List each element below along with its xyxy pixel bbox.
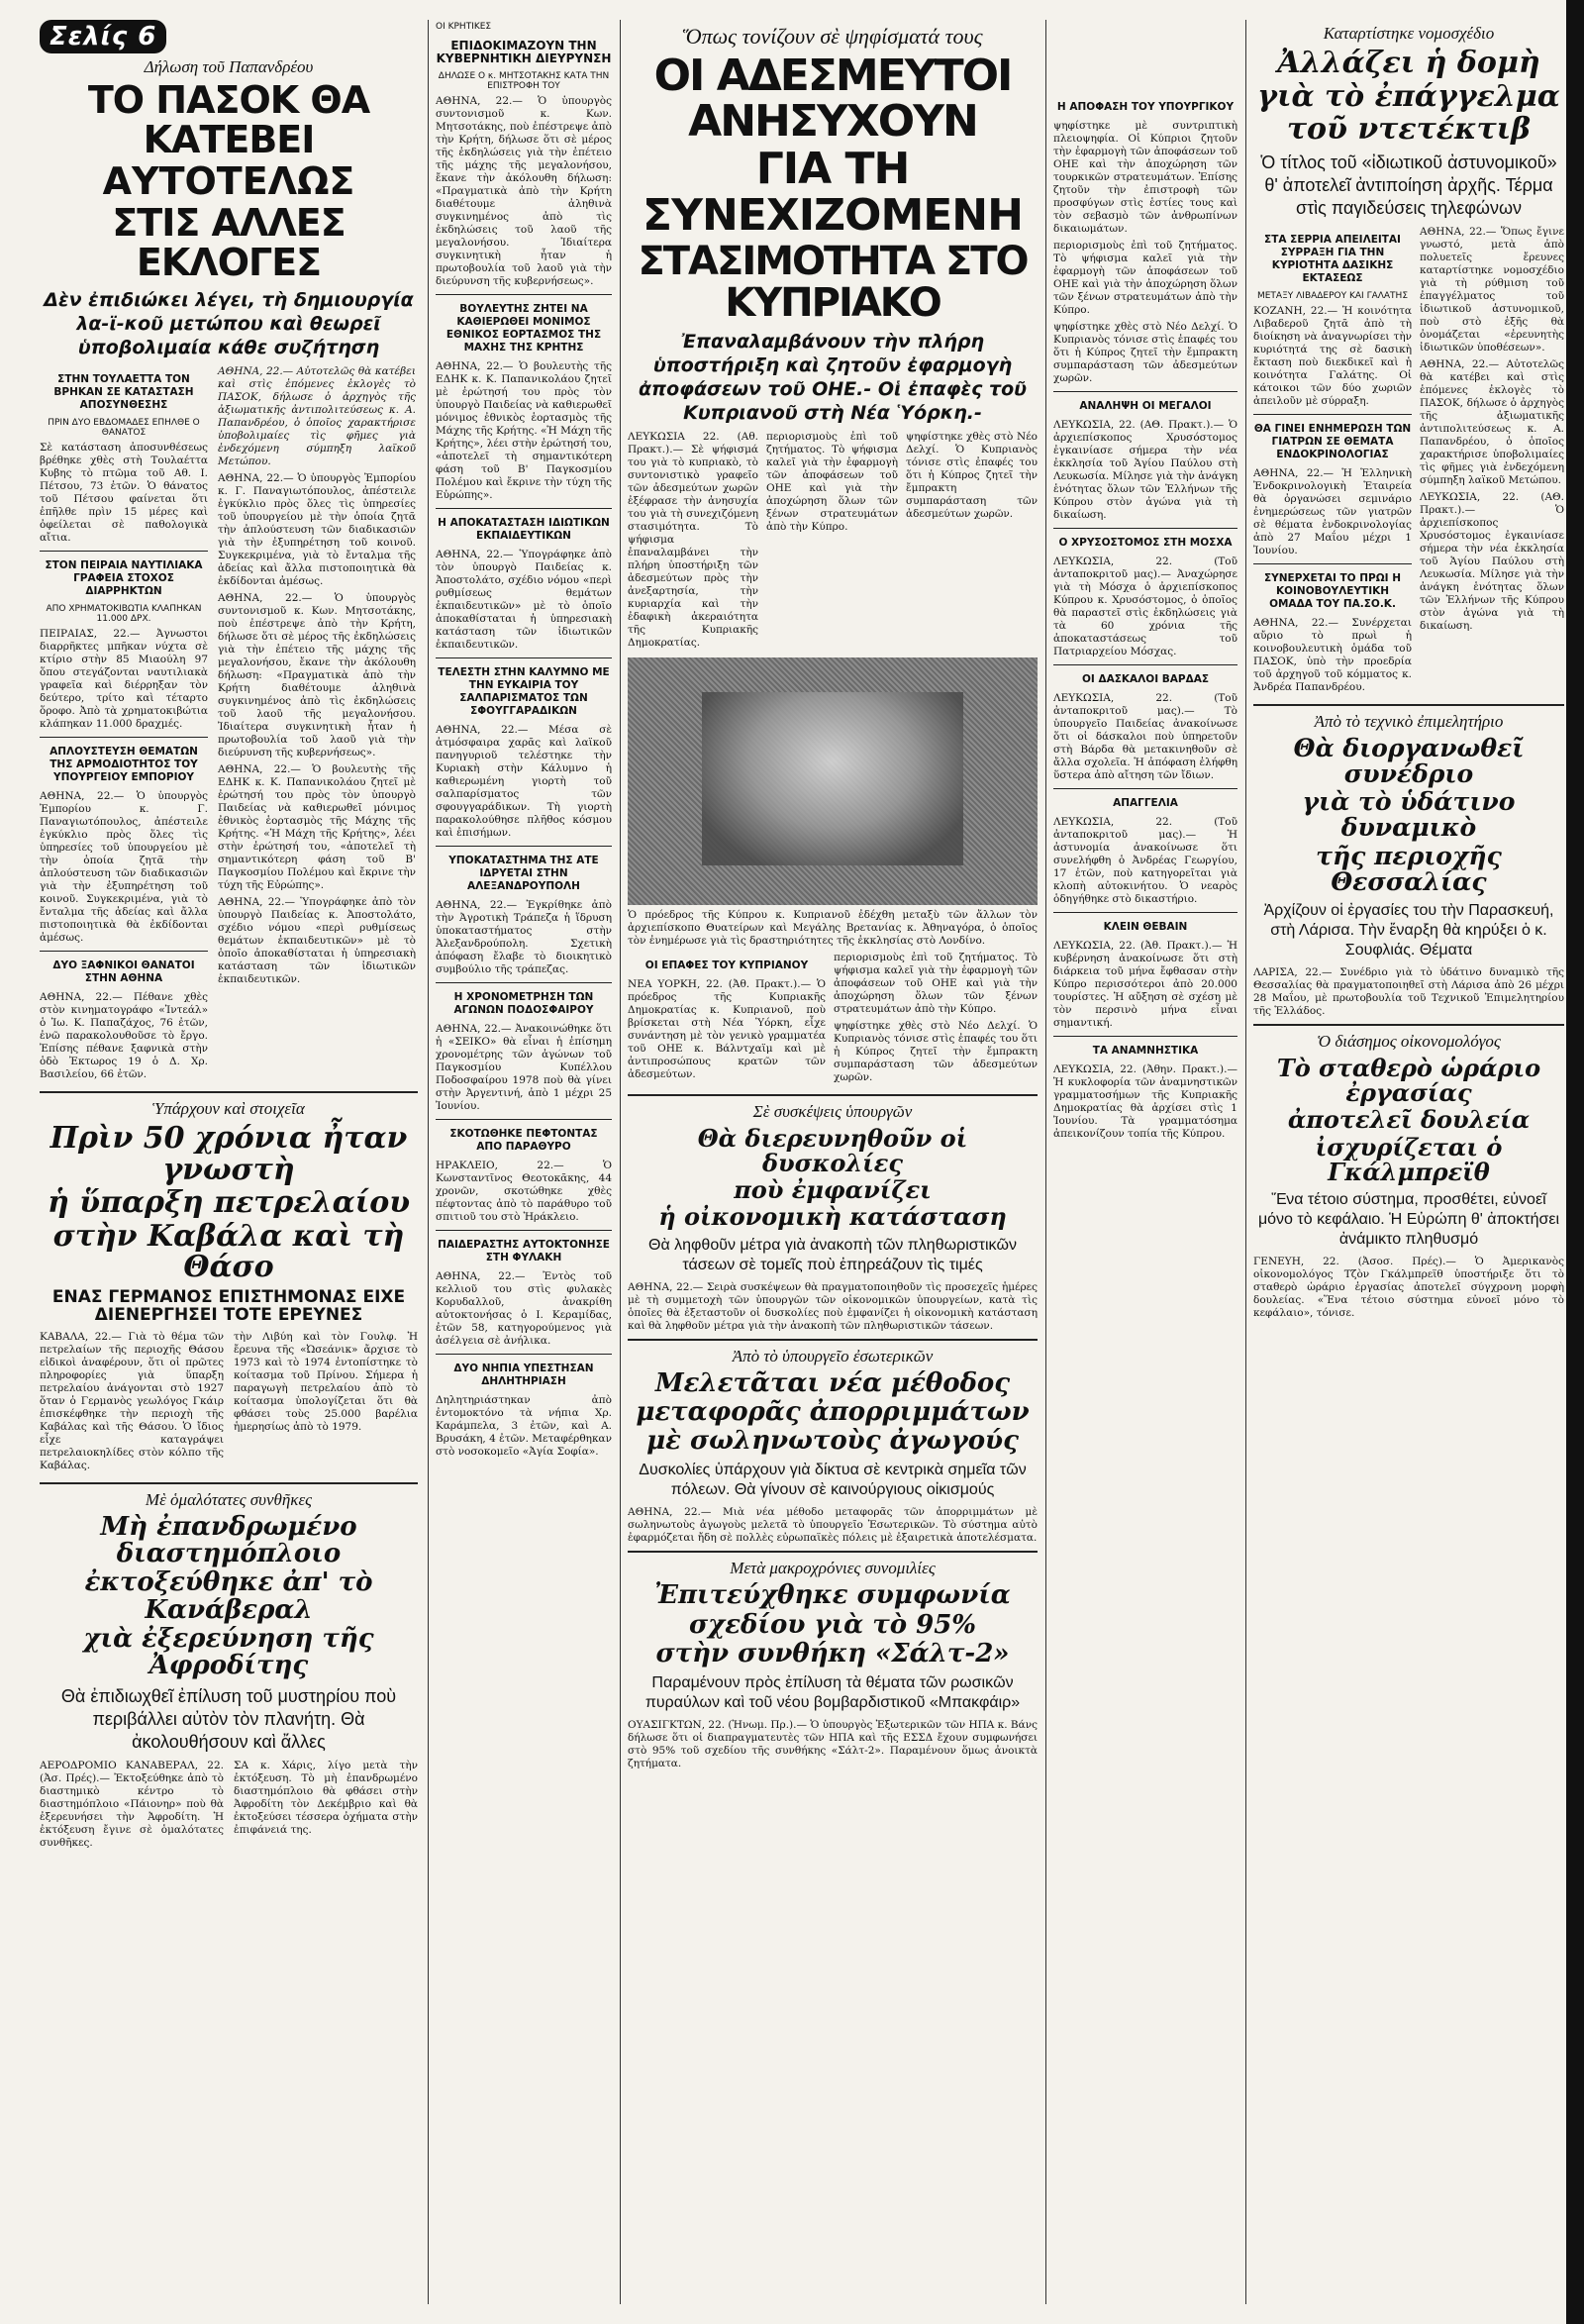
brief-text: ΑΘΗΝΑ, 22.— Συνέρχεται αὔριο τὸ πρωὶ ἡ κοινοβουλευτικὴ ὁμάδα τοῦ ΠΑΣΟΚ, ὑπὸ τὴν προεδρία τοῦ ἀρχηγοῦ τοῦ κόμματος κ. Ἀνδρέα Παπανδρέου. [1253, 616, 1412, 693]
column-3 [628, 20, 1038, 1774]
headline: ΤΟ ΠΑΣΟΚ ΘΑ ΚΑΤΕΒΕΙ [87, 78, 370, 161]
column-rule [620, 20, 621, 2304]
brief-text: ΑΘΗΝΑ, 22.— Ὁ ὑπουργὸς Ἐμπορίου κ. Γ. Παναγιωτόπουλος, ἀπέστειλε ἐγκύκλιο πρὸς ὅλες τὶς ὑπηρεσίες τοῦ ὑπουργείου μὲ τὴν ὁποία ζητᾶ τὴν ἀπλούστευση τῶν διαδικασιῶν γιὰ τὴν ἐξυπηρέτηση τοῦ κοινοῦ. Συγκεκριμένα, γιὰ τὸ ἔνταλμα τῆς ἀδείας καὶ ἄλλα πιστοποιητικὰ θὰ ἐκδίδονται ἀμέσως. [40, 790, 208, 945]
article-text: ψηφίστηκε χθὲς στὸ Νέο Δελχί. Ὁ Κυπριανὸς τόνισε στὶς ἐπαφές του ὅτι ἡ Κύπρος ζητεῖ τὴν ἔμπρακτη συμπαράσταση τῶν ἀδεσμεύτων χωρῶν. [906, 430, 1038, 520]
lead-article [218, 365, 416, 1085]
brief-text: ΚΟΖΑΝΗ, 22.— Ἡ κοινότητα Λιβαδεροῦ ζητᾶ ἀπὸ τὴ διοίκηση νὰ ἀναγνωρίσει τὴν κυριότητά της σὲ δασικὴ ἔκταση ποὺ διεκδικεῖ καὶ ἡ κοινότητα Γαλάτης. Οἱ κάτοικοι τῶν δύο χωριῶν ἀπειλοῦν μὲ σύρραξη. [1253, 304, 1412, 407]
column-2 [436, 20, 612, 1463]
article-text: ΝΕΑ ΥΟΡΚΗ, 22. (Ἀθ. Πρακτ.).— Ὁ πρόεδρος τῆς Κυπριακῆς Δημοκρατίας κ. Κυπριανοῦ, ποὺ βρίσκεται στὴ Νέα Ὑόρκη, εἶχε συνάντηση μὲ τὸν γενικὸ γραμματέα τοῦ ΟΗΕ κ. Βάλντχαϊμ καὶ μὲ ἀντιπροσώπους κρατῶν τῶν ἀδεσμεύτων. [628, 977, 826, 1080]
page-badge: Σελίς 6 [40, 20, 166, 53]
brief-text: ΛΕΥΚΩΣΙΑ, 22. (Ἀθ. Πρακτ.).— Ἡ κυβέρνηση ἀνακοίνωσε ὅτι στὴ διάρκεια τοῦ μήνα ἔφθασαν στὴν Κύπρο περισσότεροι ἀπὸ 20.000 τουρίστες. Ἡ αὔξηση σὲ σχέση μὲ τὸν περσινὸ μήνα εἶναι σημαντική. [1053, 940, 1238, 1029]
brief-text: ΛΕΥΚΩΣΙΑ, 22. (Ἀθην. Πρακτ.).— Ἡ κυκλοφορία τῶν ἀναμνηστικῶν γραμματοσήμων τῆς Κυπριακῆς Δημοκρατίας θὰ ἀρχίσει στὶς 1 Ἰουνίου. Τὰ γραμματόσημα ἀπεικονίζουν τοπία τῆς Κύπρου. [1053, 1063, 1238, 1140]
page-edge-shadow [1566, 0, 1584, 2324]
brief-headline: ΣΥΝΕΡΧΕΤΑΙ ΤΟ ΠΡΩΙ Η ΚΟΙΝΟΒΟΥΛΕΥΤΙΚΗ ΟΜΑΔΑ ΤΟΥ ΠΑ.ΣΟ.Κ. [1263, 571, 1402, 610]
brief-text: ΑΘΗΝΑ, 22.— Ἐγκρίθηκε ἀπὸ τὴν Ἀγροτικὴ Τράπεζα ἡ ἵδρυση ὑποκαταστήματος στὴν Ἀλεξανδρούπολη. Σχετικὴ ἀπόφαση ἔλαβε τὸ διοικητικὸ συμβούλιο τῆς τράπεζας. [436, 899, 612, 975]
kicker: Ἀπὸ τὸ τεχνικὸ ἐπιμελητήριο [1314, 711, 1504, 731]
brief-headline: ΑΠΑΓΓΕΛΙΑ [1113, 797, 1178, 809]
sidebar-briefs [40, 365, 208, 1085]
brief-text: ΛΕΥΚΩΣΙΑ, 22. (Τοῦ ἀνταποκριτοῦ μας).— Ἡ ἀστυνομία ἀνακοίνωσε ὅτι συνελήφθη ὁ Ἀνδρέας Γεωργίου, 17 ἐτῶν, ποὺ κατηγορεῖται γιὰ κλοπὴ αὐτοκινήτου. Ὁ νεαρὸς ὁδηγήθηκε στὸ δικαστήριο. [1053, 816, 1238, 905]
column-rule [1045, 20, 1046, 2304]
headline: ἰσχυρίζεται ὁ Γκάλμπρεϊθ [1315, 1132, 1503, 1186]
brief-subhead: ΜΕΤΑΞΥ ΛΙΒΑΔΕΡΟΥ ΚΑΙ ΓΑΛΑΤΗΣ [1256, 290, 1408, 301]
headline: μὲ σωληνωτοὺς ἀγωγούς [646, 1426, 1019, 1457]
headline: Θὰ διερευνηθοῦν οἱ δυσκολίες [697, 1123, 968, 1177]
article-text: ΑΘΗΝΑ, 22.— Σειρὰ συσκέψεων θὰ πραγματοποιηθοῦν τὶς προσεχεῖς ἡμέρες μὲ τὴ συμμετοχὴ τῶν ὑπουργῶν τῶν οἰκονομικῶν ὑπουργείων, κατὰ τὶς ὁποῖες θὰ ἐξεταστοῦν οἱ δυσκολίες ποὺ ἐμφανίζει ἡ οἰκονομικὴ κατάσταση καὶ θὰ ληφθοῦν μέτρα γιὰ τὴν ἀνακοπὴ τῶν πληθωριστικῶν τάσεων. [628, 1280, 1038, 1332]
brief-headline: Η ΑΠΟΦΑΣΗ ΤΟΥ ΥΠΟΥΡΓΙΚΟΥ [1056, 101, 1235, 113]
brief-text: Δηλητηριάστηκαν ἀπὸ ἐντομοκτόνο τὰ νήπια Χρ. Καράμπελα, 3 ἐτῶν, καὶ Α. Βρυσάκη, 4 ἐτῶν. Μεταφέρθηκαν στὸ νοσοκομεῖο «Ἀγία Σοφία». [436, 1394, 612, 1458]
article-text: ΛΑΡΙΣΑ, 22.— Συνέδριο γιὰ τὸ ὑδάτινο δυναμικὸ τῆς Θεσσαλίας θὰ πραγματοποιηθεῖ στὴ Λάρισα ἀπὸ 26 μέχρι 28 Μαΐου, μὲ πρωτοβουλία τοῦ Τεχνικοῦ Ἐπιμελητηρίου τῆς Ἑλλάδος. [1253, 966, 1564, 1017]
lead-text: ΑΘΗΝΑ, 22.— Αὐτοτελῶς θὰ κατέβει καὶ στὶς ἑπόμενες ἐκλογὲς τὸ ΠΑΣΟΚ, δήλωσε ὁ ἀρχηγὸς τῆς ἀξιωματικῆς ἀντιπολιτεύσεως κ. Α. Παπανδρέου, ὁ ὁποῖος χαρακτήρισε ὑποβολιμαίες τὶς φῆμες γιὰ ἐνδεχόμενη σύμπηξη λαϊκοῦ Μετώπου. [218, 365, 416, 468]
kicker: Ἀπὸ τὸ ὑπουργεῖο ἐσωτερικῶν [732, 1346, 934, 1365]
brief-text: ΛΕΥΚΩΣΙΑ, 22. (Τοῦ ἀνταποκριτοῦ μας).— Τὸ ὑπουργεῖο Παιδείας ἀνακοίνωσε ὅτι οἱ δάσκαλοι ποὺ ὑπηρετοῦν στὴ Βάρδα θὰ μετακινηθοῦν σὲ ἄλλα σχολεῖα. Ἡ ἀπόφαση ἐλήφθη ὕστερα ἀπὸ αἴτηση τῶν ἴδιων. [1053, 692, 1238, 781]
brief-subhead: ΑΠΟ ΧΡΗΜΑΤΟΚΙΒΩΤΙΑ ΚΛΑΠΗΚΑΝ 11.000 ΔΡΧ. [46, 604, 202, 625]
brief-headline: ΔΥΟ ΞΑΦΝΙΚΟΙ ΘΑΝΑΤΟΙ ΣΤΗΝ ΑΘΗΝΑ [52, 960, 195, 985]
headline: Θὰ διοργανωθεῖ συνέδριο [1293, 733, 1525, 788]
deck: Ἀρχίζουν οἱ ἐργασίες του τὴν Παρασκευή, στὴ Λάρισα. Τὴν ἔναρξη θὰ κηρύξει ὁ κ. Σουφλιάς. Θέματα [1263, 902, 1554, 959]
brief-text: ΑΘΗΝΑ, 22.— Πέθανε χθὲς στὸν κινηματογράφο «Ἰντεάλ» ὁ Ἰω. Κ. Παπαζάχος, 76 ἐτῶν, ἐνῶ παρακολουθοῦσε τὸ ἔργο. Ἐπίσης πέθανε ξαφνικὰ στὴν ὁδὸ Ἐκτωρος 19 ὁ Δ. Χρ. Βασιλείου, 66 ἐτῶν. [40, 991, 208, 1081]
article-text: περιορισμοὺς ἐπὶ τοῦ ζητήματος. Τὸ ψήφισμα καλεῖ γιὰ τὴν ἐφαρμογὴ τῶν ἀποφάσεων τοῦ ΟΗΕ καὶ γιὰ τὴν ἀποχώρηση ὅλων τῶν ξένων στρατευμάτων ἀπὸ τὴν Κύπρο. [766, 430, 898, 533]
headline: Πρὶν 50 χρόνια ἦταν γνωστὴ [50, 1121, 408, 1187]
brief-text: ΑΘΗΝΑ, 22.— Ὑπογράφηκε ἀπὸ τὸν ὑπουργὸ Παιδείας κ. Ἀποστολάτο, σχέδιο νόμου «περὶ ρυθμίσεως θεμάτων ἐκπαιδευτικῶν» μὲ τὸ ὁποῖο ἀποκαθίσταται ἡ ὑπηρεσιακὴ κατάσταση τῶν ἰδιωτικῶν ἐκπαιδευτικῶν. [436, 549, 612, 651]
deck: Ἐπαναλαμβάνουν τὴν πλήρη ὑποστήριξη καὶ ζητοῦν ἐφαρμογὴ ἀποφάσεων τοῦ ΟΗΕ.- Οἱ ἐπαφὲς τοῦ Κυπριανοῦ στὴ Νέα Ὑόρκη.- [638, 330, 1028, 424]
brief-headline: Ο ΧΡΥΣΟΣΤΟΜΟΣ ΣΤΗ ΜΟΣΧΑ [1058, 537, 1233, 549]
headline: μεταφορᾶς ἀπορριμμάτων [636, 1396, 1030, 1427]
deck: Θὰ ἐπιδιωχθεῖ ἐπίλυση τοῦ μυστηρίου ποὺ περιβάλλει αὐτὸν τὸν πλανήτη. Θὰ ἀκολουθήσουν καὶ ἄλλες [60, 1686, 397, 1753]
brief-subhead: ΔΗΛΩΣΕ Ο κ. ΜΗΤΣΟΤΑΚΗΣ ΚΑΤΑ ΤΗΝ ΕΠΙΣΤΡΟΦΗ ΤΟΥ [438, 71, 610, 91]
headline: ἀποτελεῖ δουλεία [1287, 1105, 1531, 1135]
deck: Ὁ τίτλος τοῦ «ἰδιωτικοῦ ἀστυνομικοῦ» θ' ἀποτελεῖ ἀντιποίηση ἀρχῆς. Τέρμα στὶς παγιδεύσεις τηλεφώνων [1260, 152, 1557, 218]
brief-text: ΑΘΗΝΑ, 22.— Ἀνακοινώθηκε ὅτι ἡ «ΣΕΙΚΟ» θὰ εἶναι ἡ ἐπίσημη χρονομέτρης τῶν ἀγώνων τοῦ Παγκοσμίου Κυπέλλου Ποδοσφαίρου 1978 ποὺ θὰ γίνει στὴν Ἀργεντινή, ἀπὸ 1 μέχρι 25 Ἰουνίου. [436, 1023, 612, 1112]
kicker: Ὅπως τονίζουν σὲ ψηφίσματά τους [682, 24, 983, 49]
headline: ἡ ὕπαρξη πετρελαίου [47, 1185, 411, 1221]
deck: Ἕνα τέτοιο σύστημα, προσθέτει, εὐνοεῖ μόνο τὸ κεφάλαιο. Ἡ Εὐρώπη θ' ἀποκτήσει ἀνάμικτο πληθυσμό [1257, 1190, 1560, 1248]
brief-subhead: ΠΡΙΝ ΔΥΟ ΕΒΔΟΜΑΔΕΣ ΕΠΗΛΘΕ Ο ΘΑΝΑΤΟΣ [48, 418, 200, 439]
brief-headline: ΣΚΟΤΩΘΗΚΕ ΠΕΦΤΟΝΤΑΣ ΑΠΟ ΠΑΡΑΘΥΡΟ [449, 1128, 598, 1153]
kicker: Σὲ συσκέψεις ὑπουργῶν [752, 1101, 913, 1121]
brief-text: ΑΘΗΝΑ, 22.— Ὁ βουλευτὴς τῆς ΕΔΗΚ κ. Κ. Παπανικολάου ζητεῖ μὲ ἐρώτησή του πρὸς τὸν ὑπουργὸ Παιδείας νὰ καθιερωθεῖ μόνιμος ἐθνικὸς ἑορτασμὸς τῆς Μάχης τῆς Κρήτης. «Ἡ Μάχη τῆς Κρήτης», λέει στὴν ἐρώτησή του, «ἀποτελεῖ τὴ σημαντικότερη φάση τοῦ Β' Παγκοσμίου Πολέμου καὶ ἔκρινε τὴν τύχη τῆς Εὐρώπης». [436, 360, 612, 501]
brief-headline: ΤΑ ΑΝΑΜΝΗΣΤΙΚΑ [1092, 1045, 1199, 1057]
brief-text: ψηφίστηκε χθὲς στὸ Νέο Δελχί. Ὁ Κυπριανὸς τόνισε στὶς ἐπαφές του ὅτι ἡ Κύπρος ζητεῖ τὴν ἔμπρακτη συμπαράσταση τῶν ἀδεσμεύτων χωρῶν. [1053, 321, 1238, 384]
article-text: ΓΕΝΕΥΗ, 22. (Ἀσοσ. Πρές).— Ὁ Ἀμερικανὸς οἰκονομολόγος Τζὸν Γκάλμπρεϊθ ὑποστήριξε ὅτι τὸ σταθερὸ ὡράριο ἐργασίας ἀποτελεῖ σύγχρονη μορφὴ δουλείας. «Ἕνα τέτοιο σύστημα εὐνοεῖ μόνο τὸ κεφάλαιο», τόνισε. [1253, 1255, 1564, 1319]
lead-text: ΑΘΗΝΑ, 22.— Ὁ ὑπουργὸς συντονισμοῦ κ. Κων. Μητσοτάκης, ποὺ ἐπέστρεψε ἀπὸ τὴν Κρήτη, δήλωσε ὅτι σὲ μέρος τῆς ἐκδηλώσεις γιὰ τὴν ἐπέτειο τῆς μάχης τῆς μεγαλονήσου, ἔκανε τὴν ἀκόλουθη δήλωση: «Πραγματικὰ ἀπὸ τὴν Κρήτη διαθέτουμε ἀληθινὰ συγκινημένος ἀπὸ τὶς ἐκδηλώσεις τοῦ λαοῦ τῆς μεγαλονήσου. Ἰδιαίτερα συγκινητικὴ ἦταν ἡ πρωτοβουλία τοῦ λαοῦ γιὰ τὴν διεύρυνση τῆς κυβερνήσεως». [218, 592, 416, 759]
subheadline: ΕΝΑΣ ΓΕΡΜΑΝΟΣ ΕΠΙΣΤΗΜΟΝΑΣ ΕΙΧΕ ΔΙΕΝΕΡΓΗΣΕΙ ΤΟΤΕ ΕΡΕΥΝΕΣ [51, 1286, 406, 1325]
deck: Δυσκολίες ὑπάρχουν γιὰ δίκτυα σὲ κεντρικὰ σημεῖα τῶν πόλεων. Θὰ γίνουν σὲ καινούργιους οἰκισμούς [639, 1462, 1027, 1499]
headline: στὴν συνθήκη «Σάλτ-2» [655, 1638, 1010, 1668]
headline: ποὺ ἐμφανίζει [734, 1175, 932, 1205]
brief-headline: ΟΙ ΕΠΑΦΕΣ ΤΟΥ ΚΥΠΡΙΑΝΟΥ [644, 959, 809, 971]
brief-headline: ΑΝΑΛΗΨΗ ΟΙ ΜΕΓΑΛΟΙ [1079, 400, 1212, 412]
kicker: Ὑπάρχουν καὶ στοιχεῖα [152, 1099, 305, 1119]
headline: Μὴ ἐπανδρωμένο διαστημόπλοιο [100, 1511, 357, 1568]
brief-text: ΑΘΗΝΑ, 22.— Ἡ Ἑλληνικὴ Ἐνδοκρινολογικὴ Ἑταιρεία θὰ ὀργανώσει σεμινάριο ἐνημερώσεως τῶν γιατρῶν σὲ θέματα ἐνδοκρινολογίας ἀπὸ 27 Μαΐου μέχρι 1 Ἰουνίου. [1253, 466, 1412, 556]
headline: γιὰ τὸ ὑδάτινο δυναμικὸ [1302, 787, 1516, 843]
column-rule [428, 20, 429, 2304]
brief-text: περιορισμοὺς ἐπὶ τοῦ ζητήματος. Τὸ ψήφισμα καλεῖ γιὰ τὴν ἐφαρμογὴ τῶν ἀποφάσεων τοῦ ΟΗΕ καὶ γιὰ τὴν ἀποχώρηση ὅλων τῶν ξένων στρατευμάτων ἀπὸ τὴν Κύπρο. [1053, 240, 1238, 316]
article-text: περιορισμοὺς ἐπὶ τοῦ ζητήματος. Τὸ ψήφισμα καλεῖ γιὰ τὴν ἐφαρμογὴ τῶν ἀποφάσεων τοῦ ΟΗΕ καὶ γιὰ τὴν ἀποχώρηση ὅλων τῶν ξένων στρατευμάτων ἀπὸ τὴν Κύπρο. [834, 951, 1038, 1015]
brief-headline: ΘΑ ΓΙΝΕΙ ΕΝΗΜΕΡΩΣΗ ΤΩΝ ΓΙΑΤΡΩΝ ΣΕ ΘΕΜΑΤΑ ΕΝΔΟΚΡΙΝΟΛΟΓΙΑΣ [1253, 422, 1412, 460]
kicker: ΟΙ ΚΡΗΤΙΚΕΣ [436, 22, 492, 32]
brief-headline: ΣΤΑ ΣΕΡΡΙΑ ΑΠΕΙΛΕΙΤΑΙ ΣΥΡΡΑΞΗ ΓΙΑ ΤΗΝ ΚΥΡΙΟΤΗΤΑ ΔΑΣΙΚΗΣ ΕΚΤΑΣΕΩΣ [1264, 233, 1401, 284]
article-text: ΑΘΗΝΑ, 22.— Αὐτοτελῶς θὰ κατέβει καὶ στὶς ἑπόμενες ἐκλογὲς τὸ ΠΑΣΟΚ, δήλωσε ὁ ἀρχηγὸς τῆς ἀξιωματικῆς ἀντιπολιτεύσεως κ. Α. Παπανδρέου, ὁ ὁποῖος χαρακτήρισε ὑποβολιμαίες τὶς φῆμες γιὰ ἐνδεχόμενη σύμπηξη λαϊκοῦ Μετώπου. [1420, 357, 1564, 486]
brief-text: ΛΕΥΚΩΣΙΑ, 22. (ΑΘ. Πρακτ.).— Ὁ ἀρχιεπίσκοπος Χρυσόστομος ἐγκαινίασε σήμερα τὴν νέα ἐκκλησία τοῦ Ἁγίου Παύλου στὴ Λευκωσία. Μίλησε γιὰ τὴν ἀνάγκη ἑνότητας ὅλων τῶν Ἑλλήνων τῆς Κύπρου στὸν ἀγώνα γιὰ τὴ δικαίωση. [1053, 419, 1238, 521]
kicker: Μὲ ὁμαλότατες συνθῆκες [145, 1489, 313, 1509]
article-text: ΑΘΗΝΑ, 22.— Ὅπως ἔγινε γνωστό, μετὰ ἀπὸ πολυετεῖς ἔρευνες καταρτίστηκε νομοσχέδιο γιὰ τὴ ρύθμιση τοῦ ἐπαγγέλματος τοῦ ἰδιωτικοῦ ἀστυνομικοῦ, ποὺ στὸ ἑξῆς θὰ ὀνομάζεται «ἐρευνητὴς ἰδιωτικῶν ὑποθέσεων». [1420, 225, 1564, 354]
article-text: ΟΥΑΣΙΓΚΤΩΝ, 22. (Ἡνωμ. Πρ.).— Ὁ ὑπουργὸς Ἐξωτερικῶν τῶν ΗΠΑ κ. Βάνς δήλωσε ὅτι οἱ διαπραγματευτὲς τῶν ΗΠΑ καὶ τῆς ΕΣΣΔ ἔχουν συμφωνήσει στὸ 95% τοῦ σχεδίου τῆς συνθήκης «Σάλτ-2». Παραμένουν ὅμως ἀνοικτὰ ζητήματα. [628, 1719, 1038, 1770]
column-1 [40, 20, 418, 1854]
kicker: Δήλωση τοῦ Παπανδρέου [144, 57, 314, 76]
headline: ΑΥΤΟΤΕΛΩΣ [102, 158, 355, 203]
brief-headline: ΕΠΙΔΟΚΙΜΑΖΟΥΝ ΤΗΝ ΚΥΒΕΡΝΗΤΙΚΗ ΔΙΕΥΡΥΝΣΗ [436, 39, 612, 65]
lead-text: ΑΘΗΝΑ, 22.— Ὁ βουλευτὴς τῆς ΕΔΗΚ κ. Κ. Παπανικολάου ζητεῖ μὲ ἐρώτησή του πρὸς τὸν ὑπουργὸ Παιδείας νὰ καθιερωθεῖ μόνιμος ἐθνικὸς ἑορτασμὸς τῆς Μάχης τῆς Κρήτης. «Ἡ Μάχη τῆς Κρήτης», λέει στὴν ἐρώτησή του, «ἀποτελεῖ τὴ σημαντικότερη φάση τοῦ Β' Παγκοσμίου Πολέμου καὶ ἔκρινε τὴν τύχη τῆς Εὐρώπης». [218, 763, 416, 892]
brief-headline: ΥΠΟΚΑΤΑΣΤΗΜΑ ΤΗΣ ΑΤΕ ΙΔΡΥΕΤΑΙ ΣΤΗΝ ΑΛΕΞΑΝΔΡΟΥΠΟΛΗ [448, 855, 599, 892]
brief-text: ΗΡΑΚΛΕΙΟ, 22.— Ὁ Κωνσταντῖνος Θεοτοκᾶκης, 44 χρονῶν, σκοτώθηκε χθὲς πέφτοντας ἀπὸ τὸ παράθυρο τοῦ σπιτιοῦ του στὸ Ἡράκλειο. [436, 1160, 612, 1223]
column-5 [1253, 20, 1564, 1324]
kicker: Ὁ διάσημος οἰκονομολόγος [1317, 1032, 1501, 1051]
article-text: ΛΕΥΚΩΣΙΑ 22. (Αθ. Πρακτ.).— Σὲ ψήφισμά του γιὰ τὸ κυπριακὸ, τὸ συντονιστικὸ γραφεῖο τῶν ἀδεσμεύτων χωρῶν ἐξέφρασε τὴν ἀνησυχία του γιὰ τὴ συνεχιζόμενη στασιμότητα. Τὸ ψήφισμα ἐπαναλαμβάνει τὴν πλήρη ὑποστήριξη τῶν ἀδεσμεύτων πρὸς τὴν ἀνεξαρτησία, τὴν κυριαρχία καὶ τὴν ἐδαφικὴ ἀκεραιότητα τῆς Κυπριακῆς Δημοκρατίας. [628, 430, 758, 649]
article-text: ΚΑΒΑΛΑ, 22.— Γιὰ τὸ θέμα τῶν πετρελαίων τῆς περιοχῆς Θάσου εἰδικοὶ ἀναφέρουν, ὅτι οἱ πρῶτες πληροφορίες γιὰ ὕπαρξη πετρελαίου ἀνάγονται στὸ 1927 ὅταν ὁ Γερμανὸς γεωλόγος Γκάιρ ἐπισκέφθηκε τὴν περιοχὴ τῆς Καβάλας καὶ τῆς Θάσου. Ὁ ἴδιος εἶχε καταγράψει πετρελαιοκηλίδες στὸν κόλπο τῆς Καβάλας. [40, 1330, 224, 1471]
brief-text: ΠΕΙΡΑΙΑΣ, 22.— Ἀγνωστοι διαρρῆκτες μπῆκαν νύχτα σὲ κτίριο στὴν 85 Μιαούλη 97 ὅπου στεγάζονται ναυτιλιακὰ γραφεῖα καὶ διέρρηξαν τὸν δεύτερο, τρίτο καὶ τέταρτο ὅροφο. Ἀπὸ τὰ χρηματοκιβώτια κλάπηκαν 11.000 δραχμές. [40, 628, 208, 731]
headline: ΣΤΙΣ ΑΛΛΕΣ ΕΚΛΟΓΕΣ [112, 200, 346, 284]
headline: Τὸ σταθερὸ ὡράριο ἐργασίας [1276, 1054, 1541, 1108]
headline: ΓΙΑ ΤΗ ΣΥΝΕΧΙΖΟΜΕΝΗ [643, 144, 1023, 241]
brief-headline: ΤΕΛΕΣΤΗ ΣΤΗΝ ΚΑΛΥΜΝΟ ΜΕ ΤΗΝ ΕΥΚΑΙΡΙΑ ΤΟΥ ΣΑΛΠΑΡΙΣΜΑΤΟΣ ΤΩΝ ΣΦΟΥΓΓΑΡΑΔΙΚΩΝ [438, 666, 610, 717]
deck: Θὰ ληφθοῦν μέτρα γιὰ ἀνακοπὴ τῶν πληθωριστικῶν τάσεων σὲ τομεῖς ποὺ ἐπηρεάζουν τὶς τιμές [648, 1236, 1017, 1273]
brief-text: ΛΕΥΚΩΣΙΑ, 22. (Τοῦ ἀνταποκριτοῦ μας).— Ἀναχώρησε γιὰ τὴ Μόσχα ὁ ἀρχιεπίσκοπος Κύπρου κ. Χρυσόστομος, ὁ ὁποῖος θὰ παραστεῖ στὶς ἐκδηλώσεις γιὰ τὰ 60 χρόνια τῆς ἀποκαταστάσεως τοῦ Πατριαρχείου Μόσχας. [1053, 556, 1238, 657]
headline: Ἀλλάζει ἡ δομὴ [1277, 46, 1540, 80]
column-4 [1053, 20, 1238, 1145]
brief-headline: ΣΤΟΝ ΠΕΙΡΑΙΑ ΝΑΥΤΙΛΙΑΚΑ ΓΡΑΦΕΙΑ ΣΤΟΧΟΣ ΔΙΑΡΡΗΚΤΩΝ [45, 559, 203, 598]
headline: ἡ οἰκονομικὴ κατάσταση [658, 1202, 1007, 1232]
headline: τῆς περιοχῆς Θεσσαλίας [1316, 841, 1502, 896]
headline: τοῦ ντετέκτιβ [1286, 112, 1532, 147]
article-text: ψηφίστηκε χθὲς στὸ Νέο Δελχί. Ὁ Κυπριανὸς τόνισε στὶς ἐπαφές του ὅτι ἡ Κύπρος ζητεῖ τὴν ἔμπρακτη συμπαράσταση τῶν ἀδεσμεύτων χωρῶν. [834, 1019, 1038, 1083]
deck: Δὲν ἐπιδιώκει λέγει, τὴ δημιουργία λα-ϊ-κοῦ μετώπου καὶ θεωρεῖ ὑποβολιμαία κάθε συζήτηση [44, 289, 414, 359]
news-photo [628, 657, 1038, 905]
headline: Ἐπιτεύχθηκε συμφωνία [654, 1580, 1011, 1611]
brief-headline: ΠΑΙΔΕΡΑΣΤΗΣ ΑΥΤΟΚΤΟΝΗΣΕ ΣΤΗ ΦΥΛΑΚΗ [438, 1239, 610, 1263]
headline: Μελετᾶται νέα μέθοδος [654, 1367, 1011, 1398]
article-text: ΣΑ κ. Χάρις, λίγο μετὰ τὴν ἐκτόξευση. Τὸ μὴ ἐπανδρωμένο διαστημόπλοιο θὰ φθάσει στὴν Ἀφροδίτη τὸν Δεκέμβριο καὶ θὰ ἐκτοξεύσει τέσσερα ὀχήματα στὴν ἐπιφάνειά της. [234, 1760, 418, 1837]
page-badge-wrap [40, 20, 418, 53]
brief-headline: ΟΙ ΔΑΣΚΑΛΟΙ ΒΑΡΔΑΣ [1081, 673, 1210, 685]
brief-text: ΑΘΗΝΑ, 22.— Ὁ ὑπουργὸς συντονισμοῦ κ. Κων. Μητσοτάκης, ποὺ ἐπέστρεψε ἀπὸ τὴν Κρήτη, δήλωσε ὅτι σὲ μέρος τῆς ἐκδηλώσεις γιὰ τὴν ἐπέτειο τῆς μάχης τῆς μεγαλονήσου, ἔκανε τὴν ἀκόλουθη δήλωση: «Πραγματικὰ ἀπὸ τὴν Κρήτη διαθέτουμε ἀληθινὰ συγκινημένος ἀπὸ τὶς ἐκδηλώσεις τοῦ λαοῦ τῆς μεγαλονήσου. Ἰδιαίτερα συγκινητικὴ ἦταν ἡ πρωτοβουλία τοῦ λαοῦ γιὰ τὴν διεύρυνση τῆς κυβερνήσεως». [436, 95, 612, 287]
brief-headline: ΚΛΕΙΝ ΘΕΒΑΙΝ [1103, 921, 1188, 933]
lead-text: ΑΘΗΝΑ, 22.— Ὁ ὑπουργὸς Ἐμπορίου κ. Γ. Παναγιωτόπουλος, ἀπέστειλε ἐγκύκλιο πρὸς ὅλες τὶς ὑπηρεσίες τοῦ ὑπουργείου μὲ τὴν ὁποία ζητᾶ τὴν ἀπλούστευση τῶν διαδικασιῶν γιὰ τὴν ἐξυπηρέτηση τοῦ κοινοῦ. Συγκεκριμένα, γιὰ τὸ ἔνταλμα τῆς ἀδείας καὶ ἄλλα πιστοποιητικὰ θὰ ἐκδίδονται ἀμέσως. [218, 472, 416, 588]
article-text: ΛΕΥΚΩΣΙΑ, 22. (ΑΘ. Πρακτ.).— Ὁ ἀρχιεπίσκοπος Χρυσόστομος ἐγκαινίασε σήμερα τὴν νέα ἐκκλησία τοῦ Ἁγίου Παύλου στὴ Λευκωσία. Μίλησε γιὰ τὴν ἀνάγκη ἑνότητας ὅλων τῶν Ἑλλήνων τῆς Κύπρου στὸν ἀγώνα γιὰ τὴ δικαίωση. [1420, 490, 1564, 632]
article-text: τὴν Λιβύη καὶ τὸν Γουλφ. Ἡ ἔρευνα τῆς «Ὠσεάνικ» ἄρχισε τὸ 1973 καὶ τὸ 1974 ἐντοπίστηκε τὸ κοίτασμα τοῦ Πρίνου. Σήμερα ἡ παραγωγὴ πετρελαίου ἀπὸ τὸ κοίτασμα ὑπολογίζεται ὅτι θὰ φθάσει τοὺς 25.000 βαρέλια ἡμερησίως ἀπὸ τὸ 1979. [234, 1330, 418, 1433]
brief-headline: Η ΑΠΟΚΑΤΑΣΤΑΣΗ ΙΔΙΩΤΙΚΩΝ ΕΚΠΑΙΔΕΥΤΙΚΩΝ [438, 517, 610, 542]
brief-text: Σὲ κατάσταση ἀποσυνθέσεως βρέθηκε χθὲς στὴ Τουλαέττα Κυβης τὸ πτῶμα τοῦ Αθ. Ι. Πέτσου, 73 ἐτῶν. Ὁ θάνατος τοῦ Πέτσου φαίνεται ὅτι ἐπῆλθε πρὶν 15 μέρες καὶ ὀφείλεται σὲ παθολογικὰ αἴτια. [40, 442, 208, 545]
brief-text: ΑΘΗΝΑ, 22.— Μέσα σὲ ἀτμόσφαιρα χαρᾶς καὶ λαϊκοῦ πανηγυριοῦ τελέστηκε τὴν Κυριακὴ στὴν Κάλυμνο ἡ καθιερωμένη γιορτὴ τοῦ σαλπαρίσματος τῶν σφουγγαράδικων. Τὴ γιορτὴ παρακολούθησε πλῆθος κόσμου καὶ ἐπισήμων. [436, 724, 612, 839]
headline: ἐκτοξεύθηκε ἀπ' τὸ Κανάβεραλ [84, 1567, 373, 1625]
kicker: Καταρτίστηκε νομοσχέδιο [1323, 24, 1495, 43]
kicker: Μετὰ μακροχρόνιες συνομιλίες [730, 1559, 936, 1578]
headline: ΟΙ ΑΔΕΣΜΕΥΤΟΙ ΑΝΗΣΥΧΟΥΝ [653, 51, 1012, 148]
photo-caption: Ὁ πρόεδρος τῆς Κύπρου κ. Κυπριανοῦ ἐδέχθη μεταξὺ τῶν ἄλλων τὸν ἀρχιεπίσκοπο Θυατείρων καὶ Μεγάλης Βρετανίας κ. Ἀθηναγόρα, ὁ ὁποῖος τὸν ἐνημέρωσε γιὰ τὶς δραστηριότητες τῆς ἐκκλησίας στὸ Λονδίνο. [628, 908, 1038, 947]
brief-headline: ΔΥΟ ΝΗΠΙΑ ΥΠΕΣΤΗΣΑΝ ΔΗΛΗΤΗΡΙΑΣΗ [453, 1363, 594, 1387]
column-rule [1245, 20, 1246, 2304]
headline: χιὰ ἐξερεύνηση τῆς Ἀφροδίτης [83, 1623, 374, 1681]
brief-headline: ΒΟΥΛΕΥΤΗΣ ΖΗΤΕΙ ΝΑ ΚΑΘΙΕΡΩΘΕΙ ΜΟΝΙΜΟΣ ΕΘΝΙΚΟΣ ΕΟΡΤΑΣΜΟΣ ΤΗΣ ΜΑΧΗΣ ΤΗΣ ΚΡΗΤΗΣ [446, 303, 602, 354]
brief-headline: Η ΧΡΟΝΟΜΕΤΡΗΣΗ ΤΩΝ ΑΓΩΝΩΝ ΠΟΔΟΣΦΑΙΡΟΥ [453, 991, 594, 1016]
headline: στὴν Καβάλα καὶ τὴ Θάσο [52, 1218, 405, 1285]
headline: ΣΤΑΣΙΜΟΤΗΤΑ ΣΤΟ ΚΥΠΡΙΑΚΟ [638, 238, 1028, 326]
article-text: ΑΕΡΟΔΡΟΜΙΟ ΚΑΝΑΒΕΡΑΛ, 22. (Ἀσ. Πρές).— Ἐκτοξεύθηκε ἀπὸ τὸ διαστημικὸ κέντρο τὸ διαστημόπλοιο «Πάιονηρ» ποὺ θὰ ἐξερευνήσει τὴν Ἀφροδίτη. Ἡ ἐκτόξευση ἔγινε σὲ ὁμαλότατες συνθῆκες. [40, 1760, 224, 1850]
brief-text: ΑΘΗΝΑ, 22.— Ἐντὸς τοῦ κελλιοῦ του στὶς φυλακὲς Κορυδαλλοῦ, ἀνακρίθη αὐτοκτονήσας ὁ Ι. Κεραμίδας, ἐτῶν 58, κατηγορούμενος γιὰ ἀσέλγεια σὲ ἀνήλικα. [436, 1270, 612, 1347]
article-text: ΑΘΗΝΑ, 22.— Μιὰ νέα μέθοδο μεταφορᾶς τῶν ἀπορριμμάτων μὲ σωληνωτοὺς ἀγωγοὺς μελετᾶ τὸ ὑπουργεῖο Ἐσωτερικῶν. Τὸ σύστημα αὐτὸ ἐφαρμόζεται ἤδη σὲ πολλὲς εὐρωπαϊκὲς πόλεις μὲ ἐξαιρετικὰ ἀποτελέσματα. [628, 1506, 1038, 1545]
headline: σχεδίου γιὰ τὸ 95% [688, 1609, 976, 1640]
lead-text: ΑΘΗΝΑ, 22.— Ὑπογράφηκε ἀπὸ τὸν ὑπουργὸ Παιδείας κ. Ἀποστολάτο, σχέδιο νόμου «περὶ ρυθμίσεως θεμάτων ἐκπαιδευτικῶν» μὲ τὸ ὁποῖο ἀποκαθίσταται ἡ ὑπηρεσιακὴ κατάσταση τῶν ἰδιωτικῶν ἐκπαιδευτικῶν. [218, 896, 416, 986]
brief-headline: ΣΤΗΝ ΤΟΥΛΑΕΤΤΑ ΤΟΝ ΒΡΗΚΑΝ ΣΕ ΚΑΤΑΣΤΑΣΗ ΑΠΟΣΥΝΘΕΣΗΣ [53, 373, 194, 412]
brief-headline: ΑΠΛΟΥΣΤΕΥΣΗ ΘΕΜΑΤΩΝ ΤΗΣ ΑΡΜΟΔΙΟΤΗΤΟΣ ΤΟΥ ΥΠΟΥΡΓΕΙΟΥ ΕΜΠΟΡΙΟΥ [50, 746, 198, 784]
headline: γιὰ τὸ ἐπάγγελμα [1257, 78, 1560, 114]
deck: Παραμένουν πρὸς ἐπίλυση τὰ θέματα τῶν ρωσικῶν πυραύλων καὶ τοῦ νέου βομβαρδιστικοῦ «Μπακφάιρ» [644, 1674, 1021, 1712]
brief-text: ψηφίστηκε μὲ συντριπτικὴ πλειοψηφία. Οἱ Κύπριοι ζητοῦν τὴν ἐφαρμογὴ τῶν ἀποφάσεων τοῦ ΟΗΕ καὶ τὴν ἀποχώρηση τῶν τουρκικῶν στρατευμάτων. Ἐπίσης ζητοῦν τὴν ἐπιστροφὴ τῶν προσφύγων στὶς ἑστίες τους καὶ τὸν σεβασμὸ τῶν ἀνθρωπίνων δικαιωμάτων. [1053, 120, 1238, 235]
